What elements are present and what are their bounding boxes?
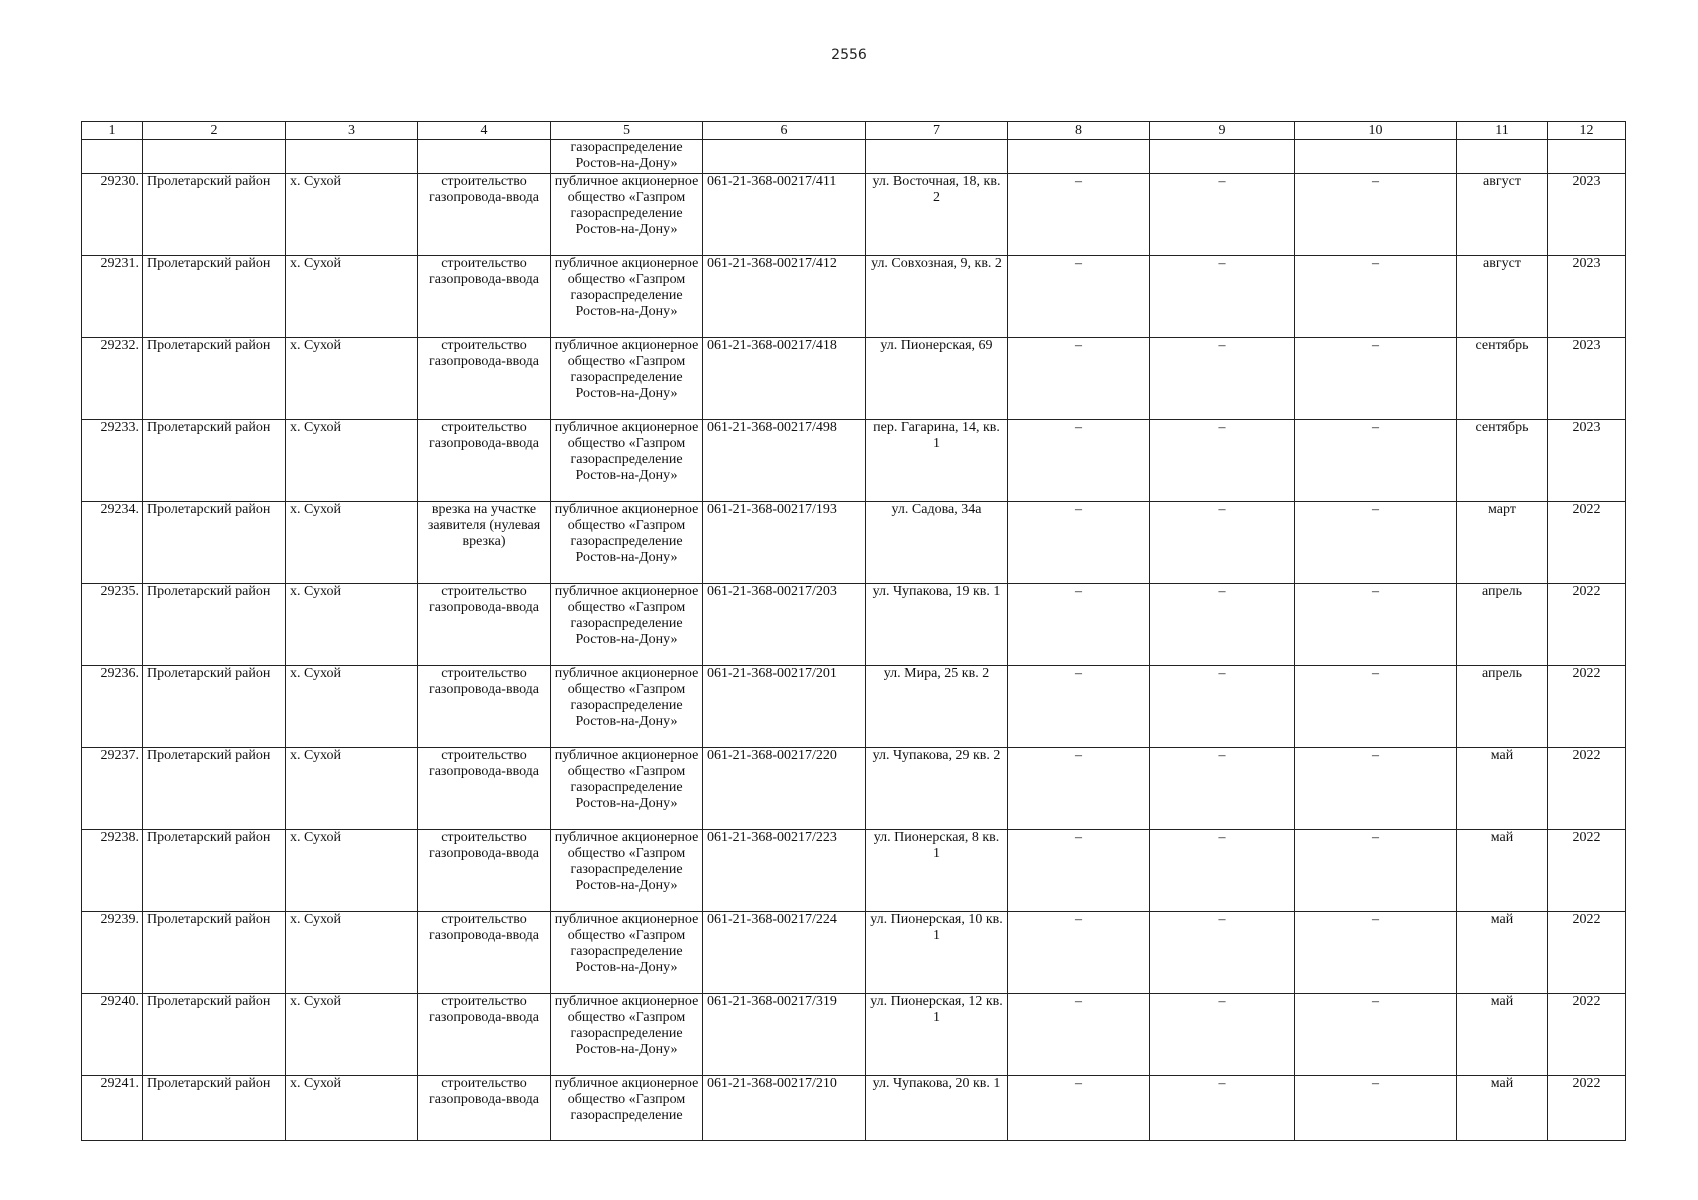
permit-number-cell: 061-21-368-00217/412 (703, 255, 866, 337)
organization-cell: публичное акционерное общество «Газпром газораспределение Ростов-на-Дону» (551, 583, 703, 665)
settlement-cell: х. Сухой (286, 255, 418, 337)
column-number: 1 (82, 122, 143, 140)
work-type-cell: строительство газопровода-ввода (418, 993, 551, 1075)
settlement-cell: х. Сухой (286, 1075, 418, 1140)
work-type-cell: строительство газопровода-ввода (418, 337, 551, 419)
column-number: 4 (418, 122, 551, 140)
column-10-cell: – (1295, 1075, 1457, 1140)
year-cell: 2023 (1548, 337, 1626, 419)
month-cell: август (1457, 173, 1548, 255)
settlement-cell: х. Сухой (286, 173, 418, 255)
table-row (82, 747, 1626, 829)
column-number: 5 (551, 122, 703, 140)
district-cell: Пролетарский район (143, 911, 286, 993)
column-9-cell: – (1150, 1075, 1295, 1140)
month-cell: май (1457, 1075, 1548, 1140)
address-cell: ул. Совхозная, 9, кв. 2 (866, 255, 1008, 337)
settlement-cell: х. Сухой (286, 829, 418, 911)
month-cell: апрель (1457, 665, 1548, 747)
month-cell: май (1457, 993, 1548, 1075)
permit-number-cell: 061-21-368-00217/418 (703, 337, 866, 419)
column-10-cell: – (1295, 419, 1457, 501)
organization-cell: газораспределение Ростов-на-Дону» (551, 140, 703, 174)
column-8-cell: – (1008, 173, 1150, 255)
settlement-cell: х. Сухой (286, 993, 418, 1075)
district-cell: Пролетарский район (143, 665, 286, 747)
column-8-cell: – (1008, 255, 1150, 337)
column-9-cell: – (1150, 829, 1295, 911)
continuation-row (82, 140, 1626, 174)
organization-cell: публичное акционерное общество «Газпром газораспределение Ростов-на-Дону» (551, 173, 703, 255)
organization-cell: публичное акционерное общество «Газпром газораспределение (551, 1075, 703, 1140)
work-type-cell: строительство газопровода-ввода (418, 829, 551, 911)
permit-number-cell: 061-21-368-00217/223 (703, 829, 866, 911)
organization-cell: публичное акционерное общество «Газпром газораспределение Ростов-на-Дону» (551, 501, 703, 583)
permit-number-cell: 061-21-368-00217/210 (703, 1075, 866, 1140)
permit-number-cell: 061-21-368-00217/220 (703, 747, 866, 829)
table-cell (1457, 140, 1548, 174)
table-cell (418, 140, 551, 174)
table-row (82, 665, 1626, 747)
column-number: 3 (286, 122, 418, 140)
column-10-cell: – (1295, 337, 1457, 419)
table-cell (866, 140, 1008, 174)
organization-cell: публичное акционерное общество «Газпром газораспределение Ростов-на-Дону» (551, 747, 703, 829)
settlement-cell: х. Сухой (286, 419, 418, 501)
district-cell: Пролетарский район (143, 1075, 286, 1140)
address-cell: ул. Пионерская, 10 кв. 1 (866, 911, 1008, 993)
district-cell: Пролетарский район (143, 419, 286, 501)
table-row (82, 829, 1626, 911)
column-number: 8 (1008, 122, 1150, 140)
address-cell: ул. Пионерская, 69 (866, 337, 1008, 419)
organization-cell: публичное акционерное общество «Газпром газораспределение Ростов-на-Дону» (551, 255, 703, 337)
address-cell: ул. Мира, 25 кв. 2 (866, 665, 1008, 747)
address-cell: ул. Чупакова, 19 кв. 1 (866, 583, 1008, 665)
month-cell: март (1457, 501, 1548, 583)
row-number-cell: 29231. (82, 255, 143, 337)
column-8-cell: – (1008, 1075, 1150, 1140)
column-number-row (82, 122, 1626, 140)
district-cell: Пролетарский район (143, 583, 286, 665)
column-number: 10 (1295, 122, 1457, 140)
work-type-cell: строительство газопровода-ввода (418, 911, 551, 993)
column-9-cell: – (1150, 665, 1295, 747)
year-cell: 2022 (1548, 1075, 1626, 1140)
settlement-cell: х. Сухой (286, 665, 418, 747)
column-number: 9 (1150, 122, 1295, 140)
row-number-cell: 29239. (82, 911, 143, 993)
organization-cell: публичное акционерное общество «Газпром газораспределение Ростов-на-Дону» (551, 911, 703, 993)
row-number-cell: 29236. (82, 665, 143, 747)
month-cell: сентябрь (1457, 337, 1548, 419)
organization-cell: публичное акционерное общество «Газпром газораспределение Ростов-на-Дону» (551, 993, 703, 1075)
table-row (82, 173, 1626, 255)
district-cell: Пролетарский район (143, 173, 286, 255)
year-cell: 2023 (1548, 255, 1626, 337)
month-cell: май (1457, 829, 1548, 911)
page-number: 2556 (831, 47, 867, 63)
address-cell: ул. Чупакова, 20 кв. 1 (866, 1075, 1008, 1140)
work-type-cell: строительство газопровода-ввода (418, 173, 551, 255)
table-cell (1295, 140, 1457, 174)
row-number-cell: 29240. (82, 993, 143, 1075)
column-10-cell: – (1295, 747, 1457, 829)
year-cell: 2023 (1548, 419, 1626, 501)
column-9-cell: – (1150, 337, 1295, 419)
row-number-cell: 29234. (82, 501, 143, 583)
address-cell: ул. Восточная, 18, кв. 2 (866, 173, 1008, 255)
column-9-cell: – (1150, 255, 1295, 337)
district-cell: Пролетарский район (143, 747, 286, 829)
month-cell: август (1457, 255, 1548, 337)
row-number-cell: 29235. (82, 583, 143, 665)
permit-number-cell: 061-21-368-00217/201 (703, 665, 866, 747)
table-row (82, 419, 1626, 501)
settlement-cell: х. Сухой (286, 583, 418, 665)
column-8-cell: – (1008, 993, 1150, 1075)
column-10-cell: – (1295, 993, 1457, 1075)
permit-number-cell: 061-21-368-00217/498 (703, 419, 866, 501)
column-8-cell: – (1008, 501, 1150, 583)
district-cell: Пролетарский район (143, 255, 286, 337)
row-number-cell: 29230. (82, 173, 143, 255)
year-cell: 2022 (1548, 993, 1626, 1075)
column-9-cell: – (1150, 911, 1295, 993)
table-cell (1008, 140, 1150, 174)
year-cell: 2022 (1548, 911, 1626, 993)
address-cell: ул. Пионерская, 8 кв. 1 (866, 829, 1008, 911)
permit-number-cell: 061-21-368-00217/411 (703, 173, 866, 255)
organization-cell: публичное акционерное общество «Газпром газораспределение Ростов-на-Дону» (551, 665, 703, 747)
settlement-cell: х. Сухой (286, 911, 418, 993)
column-8-cell: – (1008, 337, 1150, 419)
organization-cell: публичное акционерное общество «Газпром газораспределение Ростов-на-Дону» (551, 419, 703, 501)
month-cell: май (1457, 747, 1548, 829)
table-row (82, 501, 1626, 583)
work-type-cell: врезка на участке заявителя (нулевая врезка) (418, 501, 551, 583)
permit-number-cell: 061-21-368-00217/319 (703, 993, 866, 1075)
column-9-cell: – (1150, 583, 1295, 665)
column-9-cell: – (1150, 173, 1295, 255)
column-number: 6 (703, 122, 866, 140)
year-cell: 2022 (1548, 747, 1626, 829)
table-cell (82, 140, 143, 174)
table-row (82, 911, 1626, 993)
row-number-cell: 29232. (82, 337, 143, 419)
settlement-cell: х. Сухой (286, 501, 418, 583)
table-cell (703, 140, 866, 174)
column-number: 7 (866, 122, 1008, 140)
column-10-cell: – (1295, 665, 1457, 747)
work-type-cell: строительство газопровода-ввода (418, 255, 551, 337)
year-cell: 2022 (1548, 829, 1626, 911)
table-row (82, 993, 1626, 1075)
work-type-cell: строительство газопровода-ввода (418, 583, 551, 665)
column-number: 11 (1457, 122, 1548, 140)
row-number-cell: 29238. (82, 829, 143, 911)
address-cell: ул. Садова, 34а (866, 501, 1008, 583)
year-cell: 2022 (1548, 665, 1626, 747)
table-row (82, 1075, 1626, 1140)
work-type-cell: строительство газопровода-ввода (418, 747, 551, 829)
row-number-cell: 29237. (82, 747, 143, 829)
column-9-cell: – (1150, 747, 1295, 829)
column-9-cell: – (1150, 501, 1295, 583)
settlement-cell: х. Сухой (286, 747, 418, 829)
row-number-cell: 29233. (82, 419, 143, 501)
column-8-cell: – (1008, 829, 1150, 911)
address-cell: ул. Чупакова, 29 кв. 2 (866, 747, 1008, 829)
table-cell (143, 140, 286, 174)
permit-number-cell: 061-21-368-00217/193 (703, 501, 866, 583)
year-cell: 2022 (1548, 501, 1626, 583)
year-cell: 2022 (1548, 583, 1626, 665)
registry-table (81, 121, 1626, 1141)
settlement-cell: х. Сухой (286, 337, 418, 419)
column-8-cell: – (1008, 911, 1150, 993)
table-row (82, 583, 1626, 665)
year-cell: 2023 (1548, 173, 1626, 255)
district-cell: Пролетарский район (143, 829, 286, 911)
column-8-cell: – (1008, 747, 1150, 829)
column-number: 12 (1548, 122, 1626, 140)
column-10-cell: – (1295, 255, 1457, 337)
table-row (82, 337, 1626, 419)
column-10-cell: – (1295, 173, 1457, 255)
work-type-cell: строительство газопровода-ввода (418, 1075, 551, 1140)
permit-number-cell: 061-21-368-00217/224 (703, 911, 866, 993)
month-cell: апрель (1457, 583, 1548, 665)
table-cell (286, 140, 418, 174)
month-cell: май (1457, 911, 1548, 993)
address-cell: пер. Гагарина, 14, кв. 1 (866, 419, 1008, 501)
column-8-cell: – (1008, 419, 1150, 501)
work-type-cell: строительство газопровода-ввода (418, 665, 551, 747)
column-8-cell: – (1008, 583, 1150, 665)
column-9-cell: – (1150, 993, 1295, 1075)
work-type-cell: строительство газопровода-ввода (418, 419, 551, 501)
column-10-cell: – (1295, 829, 1457, 911)
district-cell: Пролетарский район (143, 501, 286, 583)
address-cell: ул. Пионерская, 12 кв. 1 (866, 993, 1008, 1075)
row-number-cell: 29241. (82, 1075, 143, 1140)
column-10-cell: – (1295, 911, 1457, 993)
column-number: 2 (143, 122, 286, 140)
column-10-cell: – (1295, 501, 1457, 583)
month-cell: сентябрь (1457, 419, 1548, 501)
table-cell (1150, 140, 1295, 174)
table-cell (1548, 140, 1626, 174)
organization-cell: публичное акционерное общество «Газпром газораспределение Ростов-на-Дону» (551, 829, 703, 911)
organization-cell: публичное акционерное общество «Газпром газораспределение Ростов-на-Дону» (551, 337, 703, 419)
table-row (82, 255, 1626, 337)
district-cell: Пролетарский район (143, 337, 286, 419)
column-9-cell: – (1150, 419, 1295, 501)
column-10-cell: – (1295, 583, 1457, 665)
district-cell: Пролетарский район (143, 993, 286, 1075)
column-8-cell: – (1008, 665, 1150, 747)
permit-number-cell: 061-21-368-00217/203 (703, 583, 866, 665)
